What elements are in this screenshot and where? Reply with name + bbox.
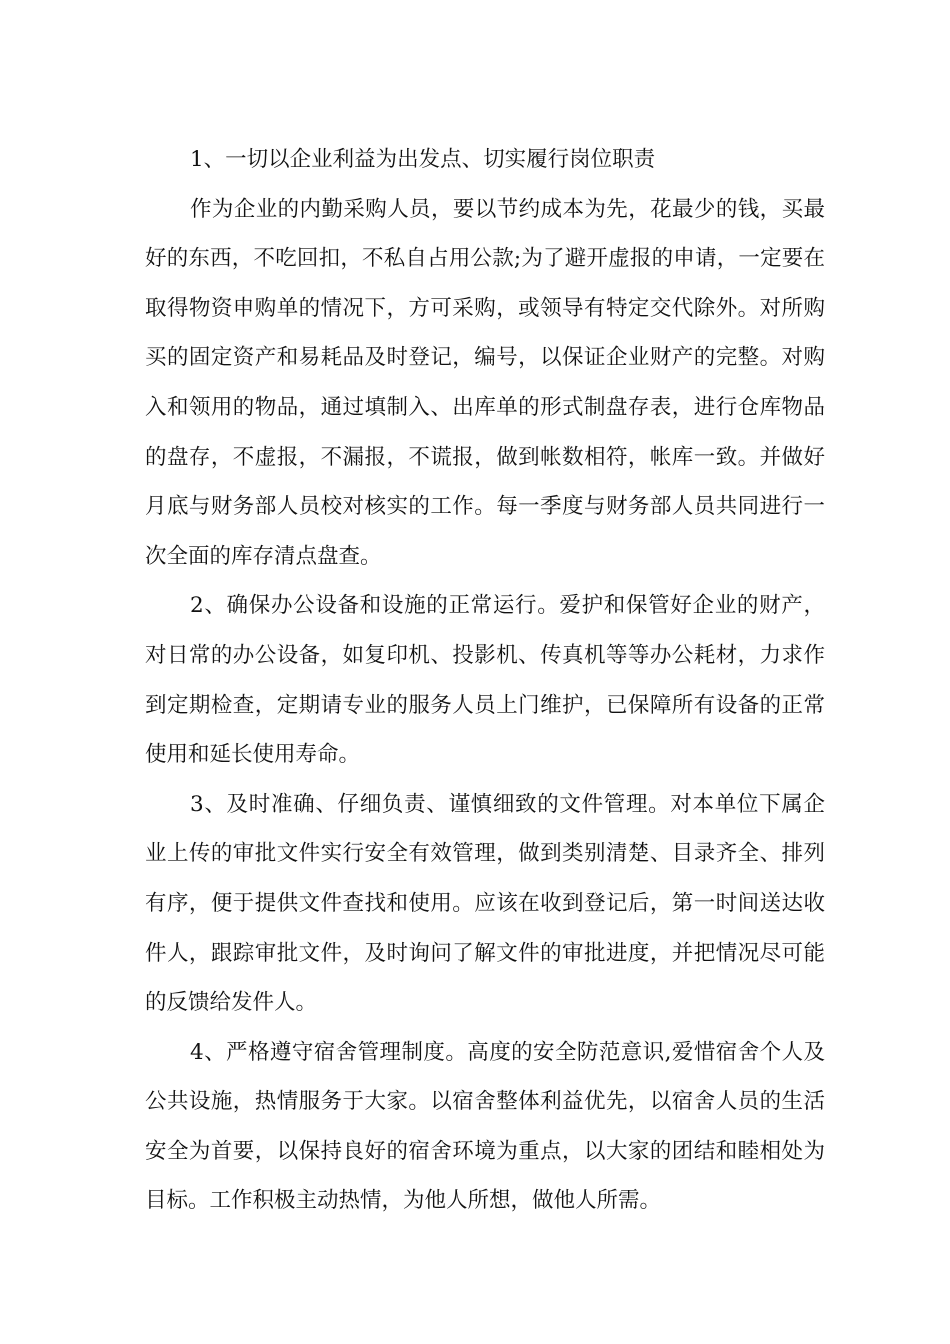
paragraph-dormitory: 4、严格遵守宿舍管理制度。高度的安全防范意识,爱惜宿舍个人及公共设施，热情服务于大家。以宿舍整体利益优先，以宿舍人员的生活安全为首要，以保持良好的宿舍环境为重点，以大家的团结和睦相处为目标。工作积极主动热情，为他人所想，做他人所需。 [145, 1039, 825, 1214]
paragraph-procurement: 作为企业的内勤采购人员，要以节约成本为先，花最少的钱，买最好的东西，不吃回扣，不私自占用公款;为了避开虚报的申请，一定要在取得物资申购单的情况下，方可采购，或领导有特定交代除外。对所购买的固定资产和易耗品及时登记，编号，以保证企业财产的完整。对购入和领用的物品，通过填制入、出库单的形式制盘存表，进行仓库物品的盘存，不虚报，不漏报，不谎报，做到帐数相符，帐库一致。并做好月底与财务部人员校对核实的工作。每一季度与财务部人员共同进行一次全面的库存清点盘查。 [145, 196, 825, 569]
section-heading: 1、一切以企业利益为出发点、切实履行岗位职责 [190, 147, 656, 172]
paragraph-documents: 3、及时准确、仔细负责、谨慎细致的文件管理。对本单位下属企业上传的审批文件实行安全有效管理，做到类别清楚、目录齐全、排列有序，便于提供文件查找和使用。应该在收到登记后，第一时间送达收件人，跟踪审批文件，及时询问了解文件的审批进度，并把情况尽可能的反馈给发件人。 [145, 791, 825, 1016]
paragraph-equipment: 2、确保办公设备和设施的正常运行。爱护和保管好企业的财产，对日常的办公设备，如复印机、投影机、传真机等等办公耗材，力求作到定期检查，定期请专业的服务人员上门维护，已保障所有设备的正常使用和延长使用寿命。 [145, 593, 825, 768]
document-page [145, 135, 825, 1226]
